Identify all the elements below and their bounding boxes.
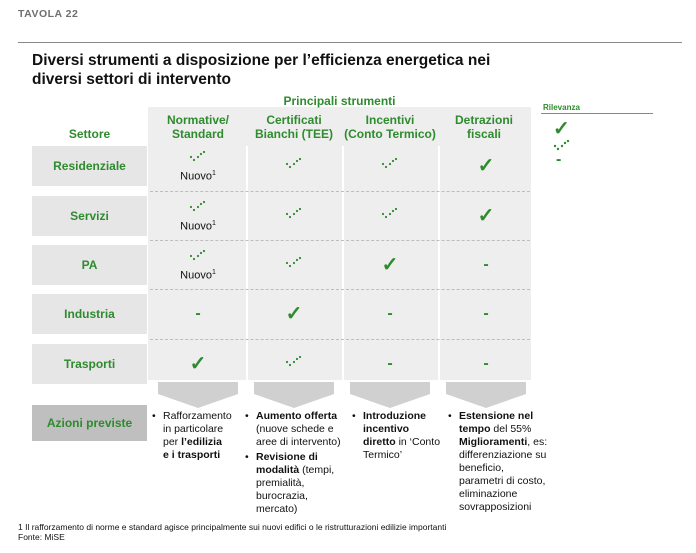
relevance-cell xyxy=(438,344,534,384)
sector-servizi: Servizi xyxy=(32,196,147,236)
relevance-cell xyxy=(150,245,246,285)
dash-icon: - xyxy=(483,256,489,273)
relevance-cell xyxy=(246,344,342,384)
action-detrazioni: • Estensione nel tempo del 55% Miglioramenti, es: differenziazione su beneficio, parametri di costo, eliminazione sovrapposizioni xyxy=(448,410,568,516)
relevance-cell xyxy=(438,196,534,236)
azioni-previste-label: Azioni previste xyxy=(32,405,147,441)
dash-icon: - xyxy=(195,305,201,322)
dash-icon: - xyxy=(387,355,393,372)
dash-icon: - xyxy=(483,305,489,322)
nuovo-label: Nuovo$^1$ xyxy=(180,219,216,233)
relevance-cell xyxy=(150,294,246,334)
medium-relevance-icon xyxy=(285,157,303,175)
column-header-normative: Normative/ Standard xyxy=(166,113,230,141)
dash-icon: - xyxy=(387,305,393,322)
row-divider xyxy=(150,289,530,290)
legend-none-icon: - xyxy=(556,151,562,168)
sector-trasporti: Trasporti xyxy=(32,344,147,384)
check-icon: ✓ xyxy=(381,254,399,276)
column-header-tee: Certificati Bianchi (TEE) xyxy=(254,113,333,141)
arrow-body xyxy=(350,382,430,394)
row-divider xyxy=(150,240,530,241)
relevance-cell xyxy=(246,245,342,285)
relevance-cell xyxy=(342,294,438,334)
main-header: Principali strumenti xyxy=(283,94,396,108)
sector-residenziale: Residenziale xyxy=(32,146,147,186)
title-line-1: Diversi strumenti a disposizione per l’efficienza energetica nei xyxy=(32,52,491,69)
action-conto-termico: • Introduzione incentivo diretto in ‘Conto Termico’ xyxy=(352,410,448,464)
legend-title: Rilevanza xyxy=(543,103,580,112)
arrow-body xyxy=(254,382,334,394)
check-icon: ✓ xyxy=(285,303,303,325)
arrow-down-icon xyxy=(254,394,334,408)
medium-relevance-icon xyxy=(381,157,399,175)
arrow-down-icon xyxy=(350,394,430,408)
source: Fonte: MiSE xyxy=(18,532,65,542)
legend-rule xyxy=(541,113,653,114)
nuovo-label: Nuovo$^1$ xyxy=(180,169,216,183)
relevance-cell xyxy=(438,146,534,186)
title-line-2: diversi settori di intervento xyxy=(32,71,231,88)
relevance-cell xyxy=(438,294,534,334)
dash-icon: - xyxy=(483,355,489,372)
arrow-down-icon xyxy=(158,394,238,408)
relevance-cell xyxy=(342,245,438,285)
column-header-conto-termico: Incentivi (Conto Termico) xyxy=(344,113,436,141)
relevance-cell xyxy=(246,146,342,186)
medium-relevance-icon xyxy=(189,200,207,218)
relevance-cell xyxy=(150,196,246,236)
check-icon: ✓ xyxy=(189,353,207,375)
table-label: TAVOLA 22 xyxy=(18,8,79,20)
row-divider xyxy=(150,191,530,192)
check-icon: ✓ xyxy=(477,155,495,177)
sector-pa: PA xyxy=(32,245,147,285)
arrow-body xyxy=(158,382,238,394)
page-title xyxy=(32,51,652,89)
footnote: 1 Il rafforzamento di norme e standard agisce principalmente sui nuovi edifici o le ristrutturazioni edilizie importanti xyxy=(18,522,447,532)
sector-industria: Industria xyxy=(32,294,147,334)
action-tee: • Aumento offerta (nuove schede e aree di intervento) • Revisione di modalità (tempi, premialità, burocrazia, mercato) xyxy=(245,410,345,518)
relevance-cell xyxy=(438,245,534,285)
relevance-cell xyxy=(342,344,438,384)
medium-relevance-icon xyxy=(381,207,399,225)
relevance-cell xyxy=(246,294,342,334)
sector-header: Settore xyxy=(68,127,111,141)
arrow-body xyxy=(446,382,526,394)
medium-relevance-icon xyxy=(285,207,303,225)
relevance-cell xyxy=(246,196,342,236)
relevance-cell xyxy=(150,146,246,186)
relevance-cell xyxy=(342,146,438,186)
arrow-down-icon xyxy=(446,394,526,408)
relevance-cell xyxy=(150,344,246,384)
medium-relevance-icon xyxy=(189,249,207,267)
relevance-cell xyxy=(342,196,438,236)
medium-relevance-icon xyxy=(189,150,207,168)
medium-relevance-icon xyxy=(285,355,303,373)
column-header-detrazioni: Detrazioni fiscali xyxy=(454,113,513,141)
nuovo-label: Nuovo$^1$ xyxy=(180,268,216,282)
legend-high-icon: ✓ xyxy=(553,118,570,140)
header-rule xyxy=(18,42,682,43)
action-normative: • Rafforzamento in particolare per l’edilizia e i trasporti xyxy=(152,410,247,464)
medium-relevance-icon xyxy=(285,256,303,274)
check-icon: ✓ xyxy=(477,205,495,227)
row-divider xyxy=(150,339,530,340)
